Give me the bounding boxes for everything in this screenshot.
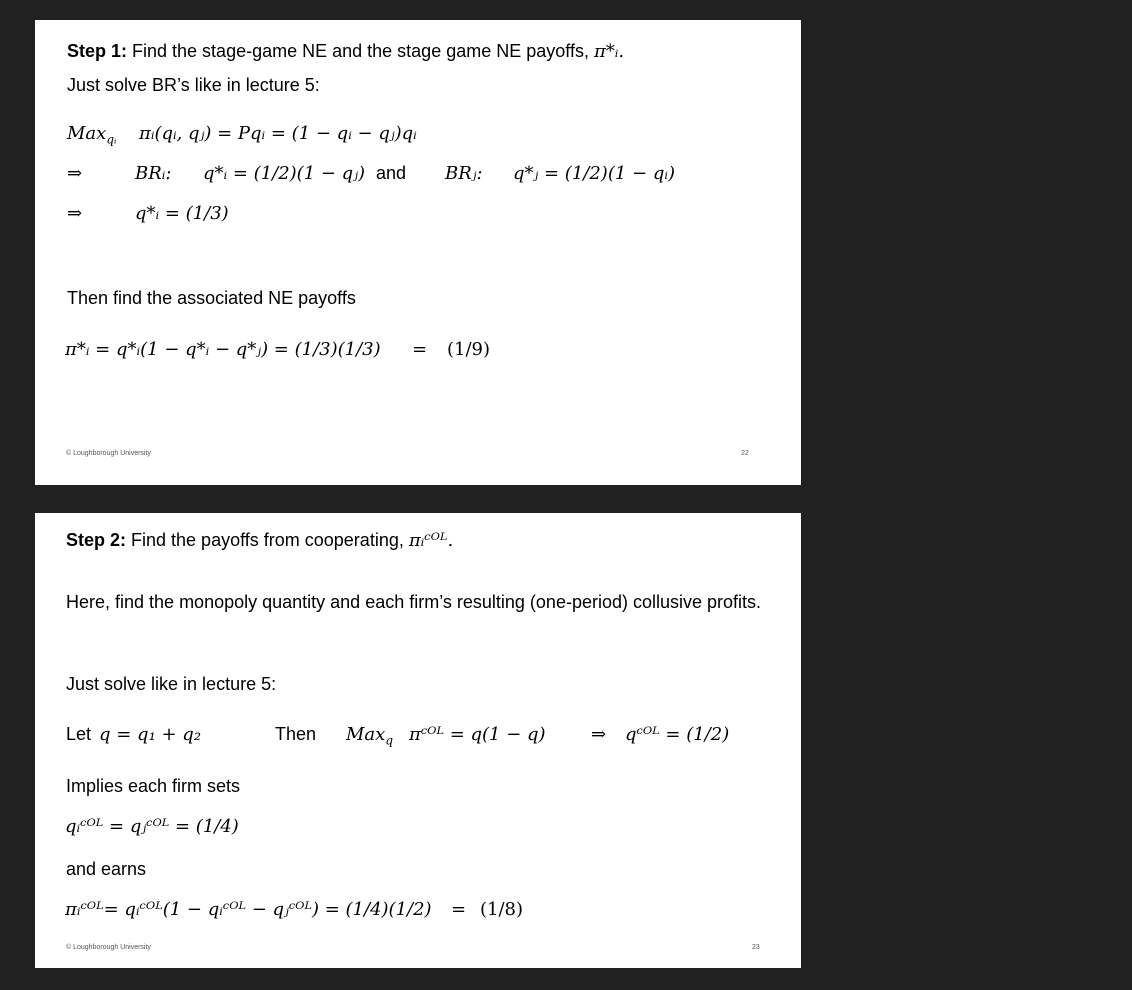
earns-text: and earns <box>66 859 147 879</box>
implies-text: Implies each firm sets <box>66 776 241 796</box>
br-i-equation: q*ᵢ = (1/2)(1 − qⱼ) <box>203 163 365 184</box>
and-text: and <box>376 163 407 183</box>
payoff-result: (1/9) <box>447 339 491 360</box>
implies-arrow-col: ⇒ <box>591 724 607 745</box>
q-star-result: q*ᵢ = (1/3) <box>135 203 229 224</box>
collusive-profit-equation: πᶜᴼᴸ = q(1 − q) <box>409 724 546 745</box>
max-subscript-col: q <box>385 733 394 748</box>
slide-22 <box>35 20 801 485</box>
step1-text: Find the stage-game NE and the stage game NE payoffs, <box>127 41 594 61</box>
slide-footer: © Loughborough University <box>66 450 151 457</box>
payoffs-heading: Then find the associated NE payoffs <box>67 288 356 308</box>
implies-arrow-2: ⇒ <box>67 203 83 224</box>
max-expression-col <box>346 724 393 748</box>
max-expression <box>67 123 116 147</box>
page-number: 23 <box>752 944 760 951</box>
let-equation: q = q₁ + q₂ <box>99 724 202 745</box>
step1-math: π*ᵢ. <box>593 41 625 62</box>
step2-label: Step 2: <box>66 530 127 550</box>
step1-heading <box>67 41 624 62</box>
monopoly-text: Here, find the monopoly quantity and each firm’s resulting (one-period) collusive profits. <box>66 592 762 612</box>
page-number: 22 <box>741 450 749 457</box>
max-subscript: qᵢ <box>106 132 117 147</box>
earnings-result: (1/8) <box>480 899 524 920</box>
step1-intro: Just solve BR’s like in lecture 5: <box>67 75 320 95</box>
q-col-result: qᶜᴼᴸ = (1/2) <box>625 724 730 745</box>
payoff-equals: = <box>412 339 428 360</box>
earnings-equation: πᵢᶜᴼᴸ= qᵢᶜᴼᴸ(1 − qᵢᶜᴼᴸ − qⱼᶜᴼᴸ) = (1/4)(1/2) <box>65 899 432 920</box>
step2-intro: Just solve like in lecture 5: <box>66 674 277 694</box>
firm-quantity-equation: qᵢᶜᴼᴸ = qⱼᶜᴼᴸ = (1/4) <box>65 816 239 837</box>
br-i-label: BRᵢ: <box>135 163 172 184</box>
slide-23 <box>35 513 801 968</box>
profit-equation: πᵢ(qᵢ, qⱼ) = Pqᵢ = (1 − qᵢ − qⱼ)qᵢ <box>139 123 417 144</box>
max-label-col: Max <box>346 724 386 745</box>
max-label: Max <box>67 123 107 144</box>
step2-heading <box>66 530 453 551</box>
step2-math: πᵢᶜᴼᴸ. <box>408 530 454 551</box>
implies-arrow-1: ⇒ <box>67 163 83 184</box>
then-text: Then <box>275 724 317 744</box>
br-j-equation: q*ⱼ = (1/2)(1 − qᵢ) <box>513 163 675 184</box>
step2-text: Find the payoffs from cooperating, <box>126 530 409 550</box>
step1-label: Step 1: <box>67 41 128 61</box>
slide-footer: © Loughborough University <box>66 944 151 951</box>
let-text: Let <box>66 724 92 744</box>
payoff-equation: π*ᵢ = q*ᵢ(1 − q*ᵢ − q*ⱼ) = (1/3)(1/3) <box>65 339 381 360</box>
earnings-equals: = <box>451 899 467 920</box>
br-j-label: BRⱼ: <box>445 163 483 184</box>
